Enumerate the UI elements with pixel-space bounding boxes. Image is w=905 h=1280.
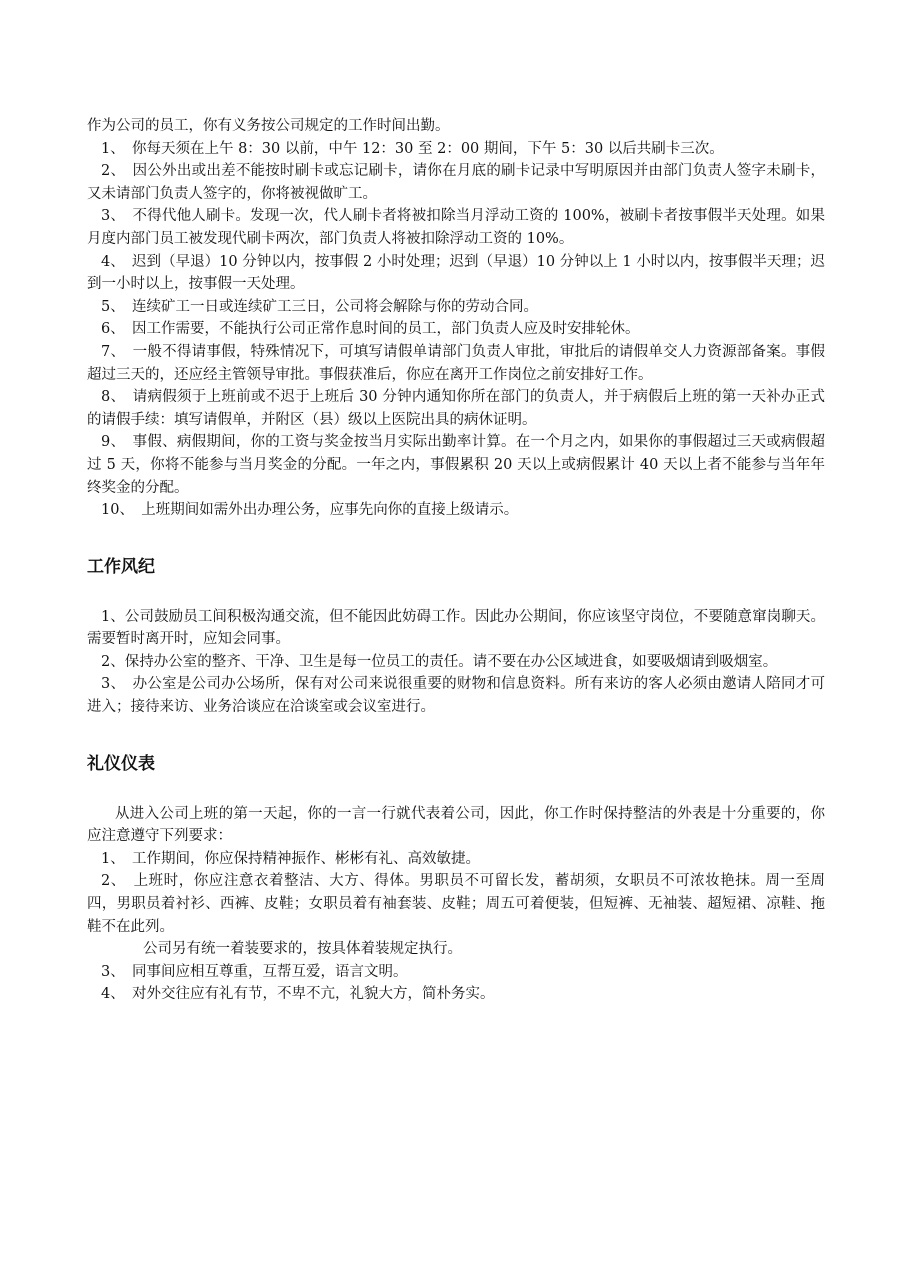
document-page xyxy=(87,115,825,1006)
attendance-item-2: 2、 因公外出或出差不能按时刷卡或忘记刷卡，请你在月底的刷卡记录中写明原因并由部门负责人签字未刷卡，又未请部门负责人签字的，你将被视做旷工。 xyxy=(87,163,825,202)
section-heading-discipline: 工作风纪 xyxy=(87,556,155,577)
etiquette-intro: 从进入公司上班的第一天起，你的一言一行就代表着公司，因此，你工作时保持整洁的外表是十分重要的，你应注意遵守下列要求： xyxy=(87,805,825,845)
section-heading-etiquette: 礼仪仪表 xyxy=(87,753,155,774)
attendance-item-3: 3、 不得代他人刷卡。发现一次，代人刷卡者将被扣除当月浮动工资的 100%，被刷卡者按事假半天处理。如果月度内部门员工被发现代刷卡两次，部门负责人将被扣除浮动工资的 10%。 xyxy=(87,208,825,247)
attendance-item-8: 8、 请病假须于上班前或不迟于上班后 30 分钟内通知你所在部门的负责人，并于病假后上班的第一天补办正式的请假手续：填写请假单，并附区（县）级以上医院出具的病休证明。 xyxy=(87,389,825,428)
discipline-item-2: 2、保持办公室的整齐、干净、卫生是每一位员工的责任。请不要在办公区域进食，如要吸烟请到吸烟室。 xyxy=(101,653,778,670)
section-spacer xyxy=(87,579,825,606)
attendance-item-6: 6、 因工作需要，不能执行公司正常作息时间的员工，部门负责人应及时安排轮休。 xyxy=(101,321,640,338)
etiquette-item-2: 2、 上班时，你应注意衣着整洁、大方、得体。男职员不可留长发，蓄胡须，女职员不可浓妆艳抹。周一至周四，男职员着衬衫、西裤、皮鞋；女职员着有袖套装、皮鞋；周五可着便装，但短裤、无袖装、超短裙、凉鞋、拖鞋不在此列。 xyxy=(87,873,825,935)
discipline-item-1: 1、公司鼓励员工间积极沟通交流，但不能因此妨碍工作。因此办公期间，你应该坚守岗位，不要随意窜岗聊天。需要暂时离开时，应知会同事。 xyxy=(87,608,825,648)
etiquette-item-3: 3、 同事间应相互尊重，互帮互爱，语言文明。 xyxy=(101,963,408,980)
etiquette-item-4: 4、 对外交往应有礼有节，不卑不亢，礼貌大方，简朴务实。 xyxy=(101,986,495,1003)
discipline-item-3: 3、 办公室是公司办公场所，保有对公司来说很重要的财物和信息资料。所有来访的客人必须由邀请人陪同才可进入；接待来访、业务洽谈应在洽谈室或会议室进行。 xyxy=(87,676,825,716)
section-spacer xyxy=(87,776,825,803)
attendance-item-9: 9、 事假、病假期间，你的工资与奖金按当月实际出勤率计算。在一个月之内，如果你的事假超过三天或病假超过 5 天，你将不能参与当月奖金的分配。一年之内，事假累积 20 天以上或病假累计 40 天以上者不能参与当年年终奖金的分配。 xyxy=(87,434,825,496)
section-spacer xyxy=(87,719,825,752)
etiquette-item-1: 1、 工作期间，你应保持精神振作、彬彬有礼、高效敏捷。 xyxy=(101,850,480,867)
etiquette-dress-note: 公司另有统一着装要求的，按具体着装规定执行。 xyxy=(143,941,462,958)
section-spacer xyxy=(87,522,825,555)
attendance-intro: 作为公司的员工，你有义务按公司规定的工作时间出勤。 xyxy=(87,118,450,134)
attendance-item-1: 1、 你每天须在上午 8：30 以前，中午 12：30 至 2：00 期间，下午 5：30 以后共刷卡三次。 xyxy=(101,140,724,157)
attendance-item-7: 7、 一般不得请事假，特殊情况下，可填写请假单请部门负责人审批，审批后的请假单交人力资源部备案。事假超过三天的，还应经主管领导审批。事假获准后，你应在离开工作岗位之前安排好工作。 xyxy=(87,343,825,383)
attendance-item-4: 4、 迟到（早退）10 分钟以内，按事假 2 小时处理；迟到（早退）10 分钟以上 1 小时以内，按事假半天理；迟到一小时以上，按事假一天处理。 xyxy=(87,253,825,293)
attendance-item-10: 10、 上班期间如需外出办理公务，应事先向你的直接上级请示。 xyxy=(101,502,519,519)
attendance-item-5: 5、 连续矿工一日或连续矿工三日，公司将会解除与你的劳动合同。 xyxy=(101,298,538,315)
